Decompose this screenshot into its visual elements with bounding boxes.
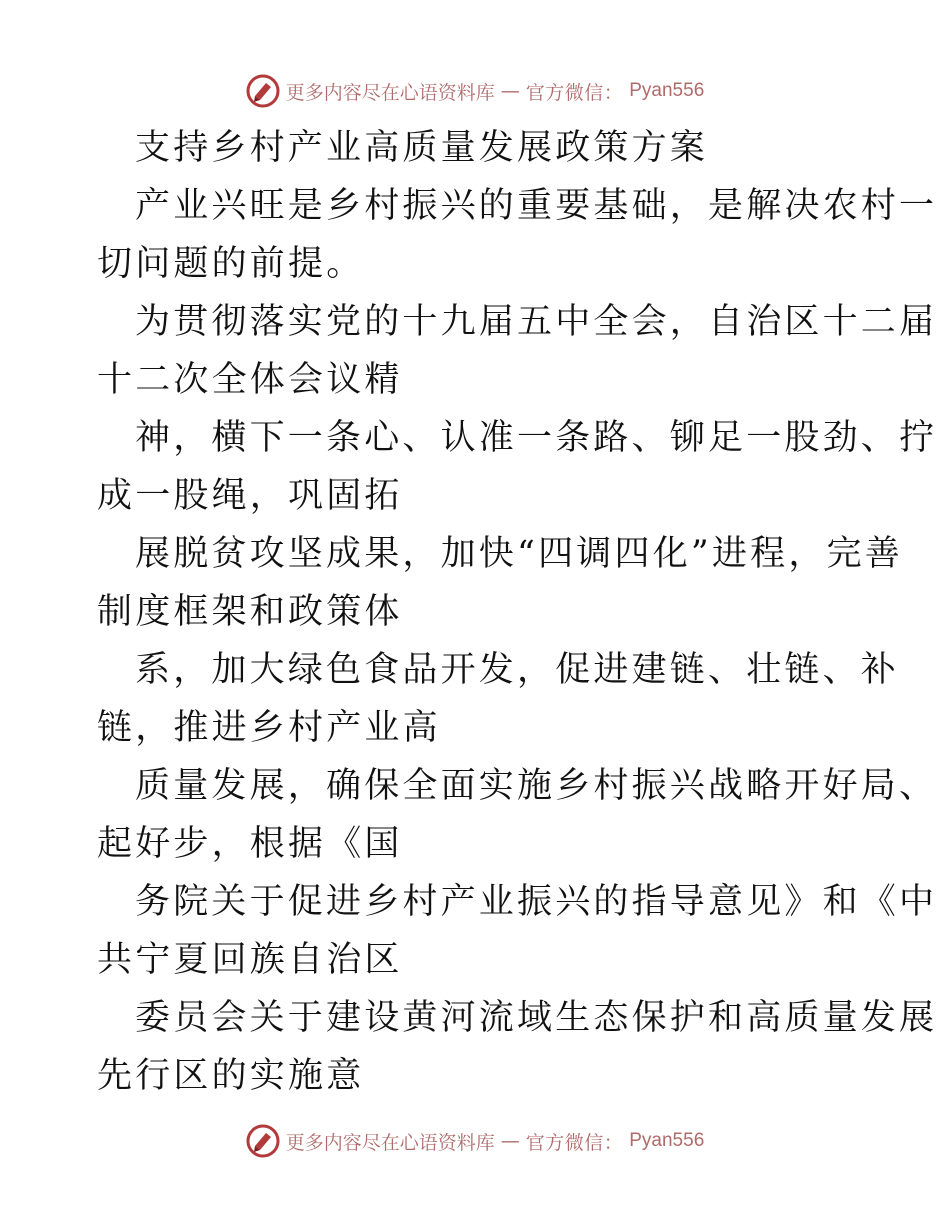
paragraph-line: 系，加大绿色食品开发，促进建链、壮链、补 xyxy=(135,650,900,690)
header-site-text: 更多内容尽在心语资料库 xyxy=(285,81,495,104)
pen-logo-icon xyxy=(246,1124,280,1158)
header-banner xyxy=(0,71,950,111)
footer-dash: — xyxy=(500,1130,520,1152)
header-wechat-label: 官方微信： xyxy=(525,81,624,104)
pen-logo-icon xyxy=(246,74,280,108)
paragraph-line: 成一股绳，巩固拓 xyxy=(97,476,403,516)
paragraph-line: 神，横下一条心、认准一条路、铆足一股劲、拧 xyxy=(135,418,938,458)
paragraph-line: 展脱贫攻坚成果，加快“四调四化”进程，完善 xyxy=(135,534,903,574)
document-title: 支持乡村产业高质量发展政策方案 xyxy=(135,128,709,168)
paragraph-line: 产业兴旺是乡村振兴的重要基础，是解决农村一 xyxy=(135,186,938,226)
paragraph-line: 先行区的实施意 xyxy=(97,1056,365,1096)
header-dash: — xyxy=(500,80,520,102)
footer-wechat-handle: Pyan556 xyxy=(629,1130,705,1151)
paragraph-line: 质量发展，确保全面实施乡村振兴战略开好局、 xyxy=(135,766,938,806)
footer-site-text: 更多内容尽在心语资料库 xyxy=(285,1131,495,1154)
paragraph-line: 共宁夏回族自治区 xyxy=(97,940,403,980)
paragraph-line: 起好步，根据《国 xyxy=(97,824,403,864)
paragraph-line: 链，推进乡村产业高 xyxy=(97,708,441,748)
paragraph-line: 务院关于促进乡村产业振兴的指导意见》和《中 xyxy=(135,882,938,922)
paragraph-line: 制度框架和政策体 xyxy=(97,592,403,632)
paragraph-line: 为贯彻落实党的十九届五中全会，自治区十二届 xyxy=(135,302,938,342)
header-wechat-handle: Pyan556 xyxy=(629,80,705,101)
footer-banner xyxy=(0,1121,950,1161)
paragraph-line: 切问题的前提。 xyxy=(97,244,365,284)
paragraph-line: 十二次全体会议精 xyxy=(97,360,403,400)
paragraph-line: 委员会关于建设黄河流域生态保护和高质量发展 xyxy=(135,998,938,1038)
footer-wechat-label: 官方微信： xyxy=(525,1131,624,1154)
